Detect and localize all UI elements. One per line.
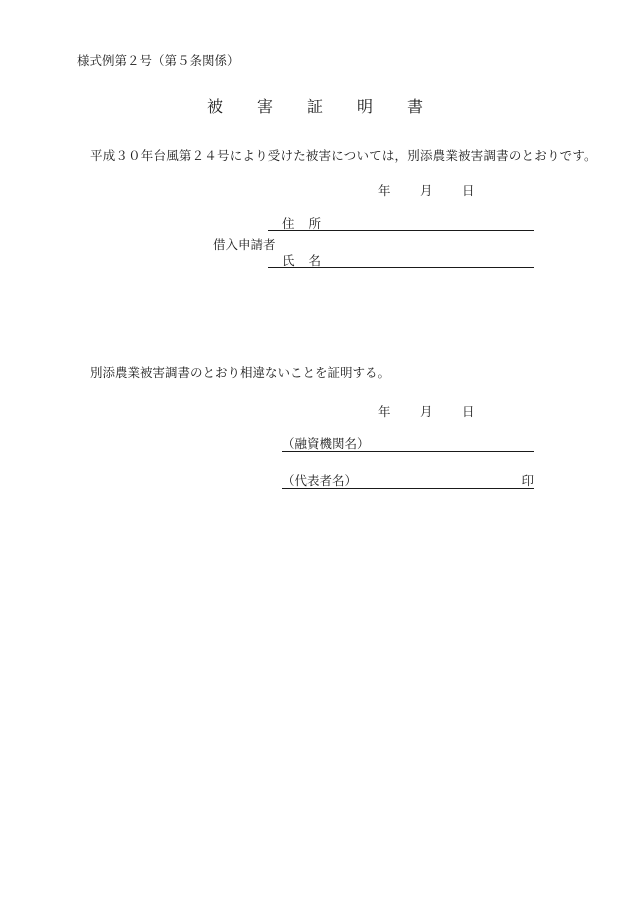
date-year-label: 年 (378, 183, 391, 198)
certification-date (378, 402, 475, 420)
applicant-date (378, 181, 475, 199)
date-day-label: 日 (462, 183, 475, 198)
address-label-1: 住 (282, 216, 295, 231)
date-year-label: 年 (378, 404, 391, 419)
document-title: 被害証明書 (206, 97, 457, 116)
date-day-label: 日 (462, 404, 475, 419)
name-label-2: 名 (308, 253, 322, 268)
address-label-2: 所 (308, 216, 322, 231)
institution-name-field[interactable] (282, 436, 534, 452)
form-number-label: 様式例第２号（第５条関係） (77, 53, 240, 68)
address-field[interactable] (268, 216, 534, 231)
date-month-label: 月 (420, 404, 433, 419)
institution-label: （融資機関名） (282, 436, 370, 451)
seal-mark: 印 (521, 473, 534, 488)
representative-name-field[interactable] (282, 473, 534, 489)
name-label-1: 氏 (282, 253, 295, 268)
applicant-label: 借入申請者 (213, 237, 276, 252)
damage-statement: 平成３０年台風第２４号により受けた被害については，別添農業被害調書のとおりです。 (90, 148, 597, 163)
name-field[interactable] (268, 253, 534, 268)
representative-label: （代表者名） (282, 473, 358, 488)
certification-statement: 別添農業被害調書のとおり相違ないことを証明する。 (90, 365, 391, 380)
date-month-label: 月 (420, 183, 433, 198)
